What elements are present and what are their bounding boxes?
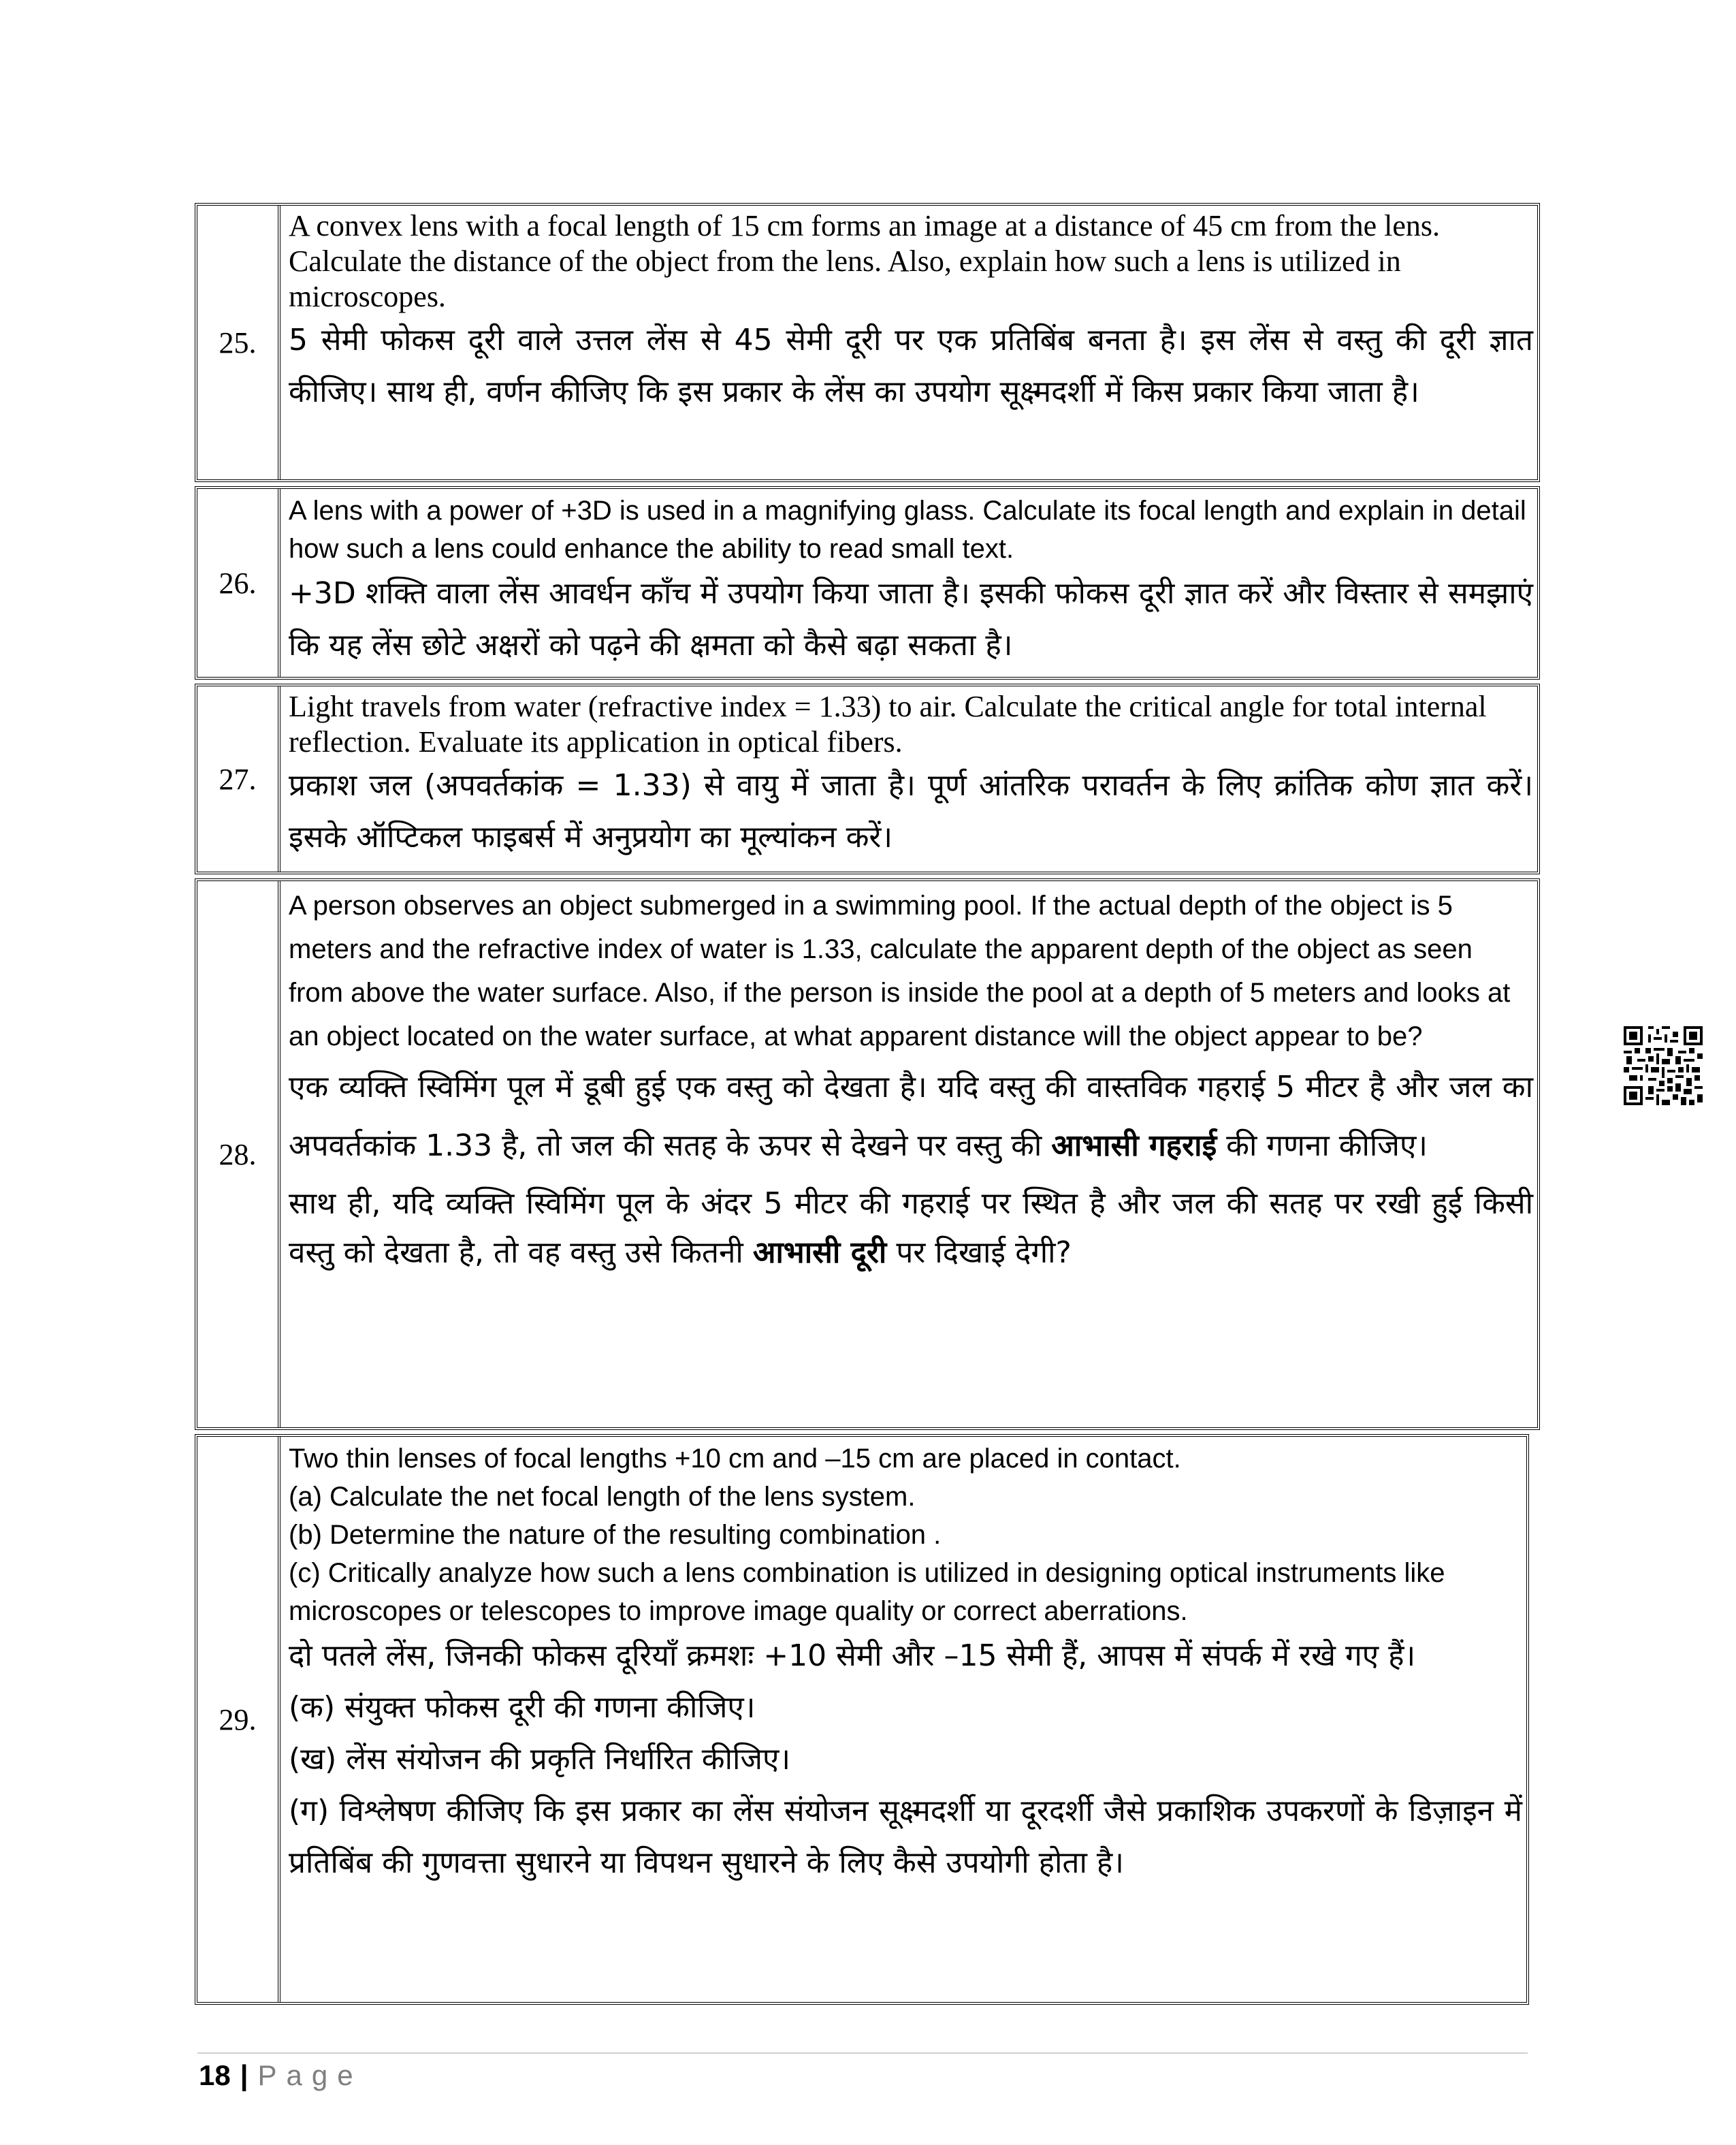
qr-code-icon — [1624, 1026, 1703, 1105]
question-text-english: A lens with a power of +3D is used in a magnifying glass. Calculate its focal length and explain in detail how such a lens could enhance the ability to read small text. — [289, 496, 1526, 564]
hindi-text: साथ ही, यदि व्यक्ति स्विमिंग पूल के अंदर 5 मीटर की गहराई पर स्थित है और जल की सतह पर रखी हुई किसी वस्तु को देखता है, तो वह वस्तु उसे कितनी — [289, 1186, 1533, 1270]
english-line: (b) Determine the nature of the resulting combination . — [289, 1520, 942, 1550]
question-text-hindi: 5 सेमी फोकस दूरी वाले उत्तल लेंस से 45 सेमी दूरी पर एक प्रतिबिंब बनता है। इस लेंस से वस्तु की दूरी ज्ञात कीजिए। साथ ही, वर्णन कीजिए कि इस प्रकार के लेंस का उपयोग सूक्ष्मदर्शी में किस प्रकार किया जाता है। — [289, 323, 1533, 409]
question-number: 29. — [197, 1437, 280, 2002]
hindi-bold-term: आभासी गहराई — [1051, 1128, 1217, 1163]
question-28 — [195, 878, 1540, 1430]
hindi-text: पर दिखाई देगी? — [886, 1235, 1072, 1270]
question-25 — [195, 203, 1540, 482]
question-27 — [195, 684, 1540, 874]
question-29 — [195, 1434, 1529, 2005]
question-number: 27. — [197, 686, 280, 872]
hindi-text: की गणना कीजिए। — [1217, 1128, 1428, 1163]
question-text-hindi: प्रकाश जल (अपवर्तकांक = 1.33) से वायु में जाता है। पूर्ण आंतरिक परावर्तन के लिए क्रांतिक कोण ज्ञात करें। इसके ऑप्टिकल फाइबर्स में अनुप्रयोग का मूल्यांकन करें। — [289, 768, 1533, 855]
question-box — [195, 486, 1540, 680]
english-line: Two thin lenses of focal lengths +10 cm and –15 cm are placed in contact. — [289, 1444, 1181, 1474]
question-content — [283, 489, 1537, 677]
question-box — [195, 878, 1540, 1430]
hindi-text: एक व्यक्ति स्विमिंग पूल में डूबी हुई एक वस्तु को देखता है। यदि वस्तु की वास्तविक गहराई 5 मीटर है और जल का अपवर्तकांक 1.33 है, तो जल की सतह के ऊपर से देखने पर वस्तु की — [289, 1070, 1533, 1163]
question-text-english: Light travels from water (refractive index = 1.33) to air. Calculate the critical angle for total internal reflection. Evaluate its application in optical fibers. — [289, 690, 1487, 759]
footer-separator: | — [240, 2059, 248, 2091]
page-number: 18 — [199, 2059, 231, 2091]
question-content — [283, 206, 1537, 424]
question-26 — [195, 486, 1540, 680]
question-number: 28. — [197, 881, 280, 1427]
question-number: 25. — [197, 206, 280, 479]
footer-divider — [197, 2052, 1528, 2054]
hindi-line: (ग) विश्लेषण कीजिए कि इस प्रकार का लेंस संयोजन सूक्ष्मदर्शी या दूरदर्शी जैसे प्रकाशिक उपकरणों के डिज़ाइन में प्रतिबिंब की गुणवत्ता सुधारने या विपथन सुधारने के लिए कैसे उपयोगी होता है। — [289, 1794, 1522, 1880]
question-box — [195, 1434, 1529, 2005]
question-box — [195, 203, 1540, 482]
english-line: (c) Critically analyze how such a lens combination is utilized in designing optical instruments like microscopes or telescopes to improve image quality or correct aberrations. — [289, 1558, 1445, 1626]
page-label: Page — [257, 2059, 363, 2091]
english-line: (a) Calculate the net focal length of the lens system. — [289, 1482, 916, 1512]
question-text-hindi-part-2 — [289, 1179, 1533, 1277]
hindi-line: (क) संयुक्त फोकस दूरी की गणना कीजिए। — [289, 1690, 756, 1725]
question-text-hindi: +3D शक्ति वाला लेंस आवर्धन काँच में उपयोग किया जाता है। इसकी फोकस दूरी ज्ञात करें और विस्तार से समझाएं कि यह लेंस छोटे अक्षरों को पढ़ने की क्षमता को कैसे बढ़ा सकता है। — [289, 576, 1533, 663]
question-box — [195, 684, 1540, 874]
question-content — [283, 1437, 1526, 1894]
question-text-hindi-part-1 — [289, 1058, 1533, 1175]
hindi-line: (ख) लेंस संयोजन की प्रकृति निर्धारित कीजिए। — [289, 1742, 791, 1777]
hindi-bold-term: आभासी दूरी — [752, 1235, 887, 1270]
question-content — [283, 881, 1537, 1283]
page-footer — [199, 2059, 363, 2092]
hindi-line: दो पतले लेंस, जिनकी फोकस दूरियाँ क्रमशः +10 सेमी और –15 सेमी हैं, आपस में संपर्क में रखे गए हैं। — [289, 1638, 1416, 1673]
question-number: 26. — [197, 489, 280, 677]
question-content — [283, 686, 1537, 869]
question-text-english: A convex lens with a focal length of 15 cm forms an image at a distance of 45 cm from the lens. Calculate the distance of the object from the lens. Also, explain how such a lens is utilized in microscopes. — [289, 209, 1441, 313]
question-text-english: A person observes an object submerged in a swimming pool. If the actual depth of the object is 5 meters and the refractive index of water is 1.33, calculate the apparent depth of the object as seen from above the water surface. Also, if the person is inside the pool at a depth of 5 meters and looks at an object located on the water surface, at what apparent distance will the object appear to be? — [289, 891, 1511, 1051]
